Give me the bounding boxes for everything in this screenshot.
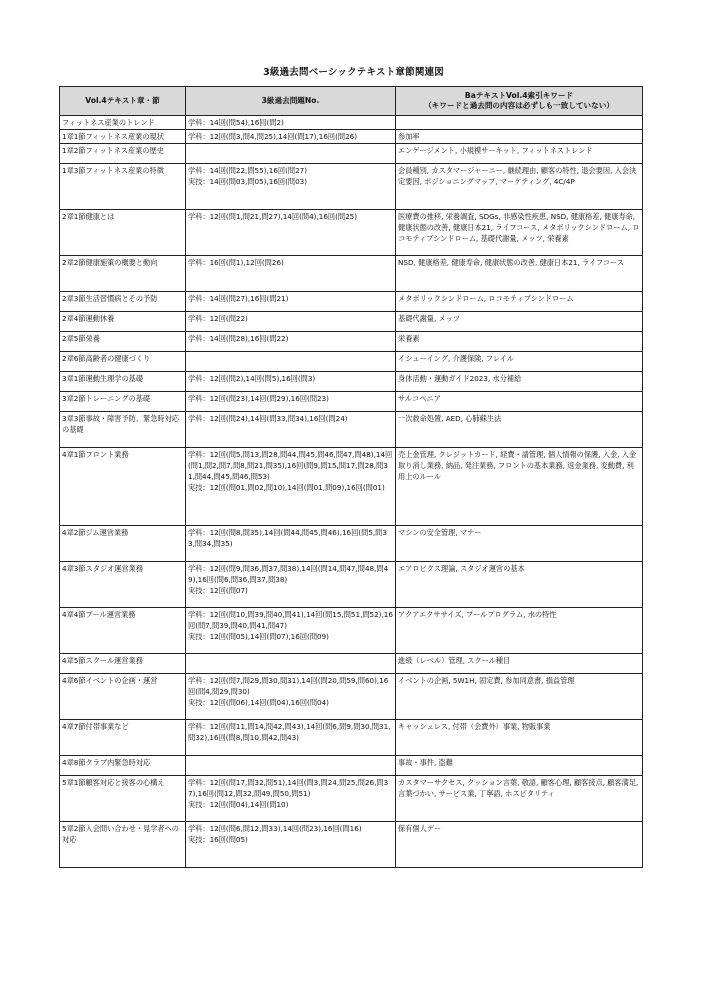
exam-line: 学科：16回(問1),12回(問26) xyxy=(188,258,284,267)
table-row xyxy=(60,756,643,776)
table-row xyxy=(60,776,643,822)
relation-table xyxy=(59,86,643,868)
exam-cell xyxy=(186,256,396,292)
exam-cell xyxy=(186,332,396,352)
section-cell: 1章3節フィットネス産業の特徴 xyxy=(60,164,186,210)
table-row xyxy=(60,130,643,144)
exam-line: 実技：12回(問04),14回(問10) xyxy=(188,800,289,809)
keywords-cell: マシンの安全管理, マナー xyxy=(396,526,643,562)
exam-cell xyxy=(186,292,396,312)
section-cell: 5章1節顧客対応と接客の心構え xyxy=(60,776,186,822)
section-cell: 4章1節フロント業務 xyxy=(60,448,186,526)
table-row xyxy=(60,292,643,312)
keywords-cell: キャッシュレス, 付帯（会費外）事業, 物販事業 xyxy=(396,720,643,756)
table-row xyxy=(60,312,643,332)
exam-line: 学科：12回(問24),14回(問33,問34),16回(問24) xyxy=(188,414,348,423)
exam-line: 実技：12回(問01,問02,問10),14回(問01,問09),16回(問01) xyxy=(188,483,385,492)
exam-line: 学科：14回(問22,問55),16回(問27) xyxy=(188,166,308,175)
keywords-cell: メタボリックシンドローム, ロコモティブシンドローム xyxy=(396,292,643,312)
exam-cell xyxy=(186,756,396,776)
keywords-cell: 会員種別, カスタマージャーニー, 継続理由, 顧客の特性, 退会要因, 入会決定要因, ポジショニングマップ, マーケティング, 4C/4P xyxy=(396,164,643,210)
exam-cell xyxy=(186,654,396,674)
table-row xyxy=(60,164,643,210)
keywords-cell: 基礎代謝量, メッツ xyxy=(396,312,643,332)
table-row xyxy=(60,256,643,292)
section-cell: 5章2節入会問い合わせ・見学者への対応 xyxy=(60,822,186,868)
exam-cell xyxy=(186,312,396,332)
exam-cell xyxy=(186,144,396,164)
section-cell: 2章2節健康施策の概要と動向 xyxy=(60,256,186,292)
exam-cell xyxy=(186,392,396,412)
section-cell: 3章3節事故・障害予防、緊急時対応の基礎 xyxy=(60,412,186,448)
keywords-cell: NSD, 健康格差, 健康寿命, 健康状態の改善, 健康日本21, ライフコース xyxy=(396,256,643,292)
keywords-cell: 進級（レベル）管理, スクール種目 xyxy=(396,654,643,674)
keywords-cell: アクアエクササイズ, プールプログラム, 水の特性 xyxy=(396,608,643,654)
table-row xyxy=(60,144,643,164)
exam-line: 学科：12回(問7,問29,問30,問31),14回(問20,問59,問60),16回(問4,問29,問30) xyxy=(188,676,389,696)
exam-cell xyxy=(186,352,396,372)
keywords-cell: 参加率 xyxy=(396,130,643,144)
exam-cell xyxy=(186,448,396,526)
exam-line: 学科：12回(問3,問4,問25),14回(問17),16回(問26) xyxy=(188,132,358,141)
section-cell: 2章1節健康とは xyxy=(60,210,186,256)
exam-cell xyxy=(186,412,396,448)
section-cell: フィットネス産業のトレンド xyxy=(60,116,186,130)
table-row xyxy=(60,674,643,720)
exam-cell xyxy=(186,164,396,210)
section-cell: 4章8節クラブ内緊急時対応 xyxy=(60,756,186,776)
exam-line: 学科：12回(問22) xyxy=(188,314,248,323)
exam-cell xyxy=(186,116,396,130)
exam-line: 学科：14回(問28),16回(問22) xyxy=(188,334,289,343)
section-cell: 4章2節ジム運営業務 xyxy=(60,526,186,562)
section-cell: 2章3節生活習慣病とその予防 xyxy=(60,292,186,312)
exam-line: 学科：12回(問1,問21,問27),14回(問4),16回(問25) xyxy=(188,212,358,221)
exam-line: 学科：12回(問5,問13,問28,問44,問45,問46,問47,問48),14回(問1,問2,問7,問8,問21,問35),16回(問9,問15,問17,問28,問31,問44,問45,問46,問53) xyxy=(188,450,393,481)
header-keywords-line1: BaテキストVol.4索引キワード xyxy=(464,91,574,100)
keywords-cell: 保有個人デー xyxy=(396,822,643,868)
section-cell: 4章6節イベントの企画・運営 xyxy=(60,674,186,720)
header-exam: 3級過去問題No. xyxy=(186,87,396,116)
exam-cell xyxy=(186,776,396,822)
keywords-cell: 事故・事件, 盗難 xyxy=(396,756,643,776)
section-cell: 4章3節スタジオ運営業務 xyxy=(60,562,186,608)
section-cell: 3章1節運動生理学の基礎 xyxy=(60,372,186,392)
section-cell: 2章4節運動休養 xyxy=(60,312,186,332)
exam-line: 学科：12回(問23),14回(問29),16回(問23) xyxy=(188,394,329,403)
keywords-cell: エアロビクス理論, スタジオ運営の基本 xyxy=(396,562,643,608)
exam-cell xyxy=(186,526,396,562)
keywords-cell: 一次救命処置, AED, 心肺蘇生法 xyxy=(396,412,643,448)
exam-cell xyxy=(186,608,396,654)
table-row xyxy=(60,526,643,562)
exam-line: 学科：12回(問11,問14,問42,問43),14回(問6,問9,問30,問31,問32),16回(問8,問10,問42,問43) xyxy=(188,722,391,742)
table-row xyxy=(60,332,643,352)
exam-cell xyxy=(186,130,396,144)
table-row xyxy=(60,608,643,654)
exam-cell xyxy=(186,372,396,392)
exam-line: 実技：14回(問03,問05),16回(問03) xyxy=(188,177,308,186)
section-cell: 3章2節トレーニングの基礎 xyxy=(60,392,186,412)
keywords-cell: カスタマーサクセス, クッション言葉, 敬語, 顧客心理, 顧客接点, 顧客満足, 言葉づかい, サービス業, 丁寧語, ホスピタリティ xyxy=(396,776,643,822)
table-row xyxy=(60,562,643,608)
keywords-cell: サルコペニア xyxy=(396,392,643,412)
table-row xyxy=(60,352,643,372)
keywords-cell xyxy=(396,116,643,130)
header-keywords xyxy=(396,87,643,116)
exam-line: 学科：12回(問17,問32,問51),14回(問3,問24,問25,問26,問37),16回(問12,問32,問49,問50,問51) xyxy=(188,778,389,798)
keywords-cell: イベントの企画, 5W1H, 固定費, 参加同意書, 損益管理 xyxy=(396,674,643,720)
section-cell: 2章6節高齢者の健康づくり xyxy=(60,352,186,372)
exam-line: 学科：14回(問54),16回(問2) xyxy=(188,118,284,127)
section-cell: 4章4節プール運営業務 xyxy=(60,608,186,654)
section-cell: 1章1節フィットネス産業の現状 xyxy=(60,130,186,144)
table-row xyxy=(60,210,643,256)
section-cell: 4章7節付帯事業など xyxy=(60,720,186,756)
exam-line: 実技：12回(問05),14回(問07),16回(問09) xyxy=(188,632,329,641)
exam-line: 学科：12回(問9,問36,問37,問38),14回(問14,問47,問48,問49),16回(問6,問36,問37,問38) xyxy=(188,564,389,584)
exam-line: 学科：12回(問6,問12,問33),14回(問23),16回(問16) xyxy=(188,824,362,833)
exam-cell xyxy=(186,822,396,868)
exam-cell xyxy=(186,720,396,756)
table-header-row xyxy=(60,87,643,116)
table-row xyxy=(60,720,643,756)
keywords-cell: 医療費の推移, 栄養調査, SDGs, 非感染性疾患, NSD, 健康格差, 健康寿命, 健康状態の改善, 健康日本21, ライフコース, メタボリックシンドローム, ロコモティブシンドローム, 基礎代謝量, メッツ, 栄養素 xyxy=(396,210,643,256)
section-cell: 4章5節スクール運営業務 xyxy=(60,654,186,674)
page-title: 3級過去問ベーシックテキスト章節関連図 xyxy=(263,67,444,78)
table-row xyxy=(60,654,643,674)
header-section: Vol.4テキスト章・節 xyxy=(60,87,186,116)
exam-line: 学科：14回(問27),16回(問21) xyxy=(188,294,289,303)
exam-line: 実技：12回(問07) xyxy=(188,586,248,595)
exam-cell xyxy=(186,674,396,720)
exam-line: 学科：12回(問2),14回(問5),16回(問3) xyxy=(188,374,316,383)
table-row xyxy=(60,448,643,526)
keywords-cell: イシューイング, 介護保険, フレイル xyxy=(396,352,643,372)
table-row xyxy=(60,372,643,392)
exam-line: 学科：12回(問8,問35),14回(問44,問45,問46),16回(問5,問33,問34,問35) xyxy=(188,528,387,548)
exam-cell xyxy=(186,210,396,256)
exam-line: 実技：12回(問06),14回(問04),16回(問04) xyxy=(188,698,329,707)
table-row xyxy=(60,822,643,868)
keywords-cell: 栄養素 xyxy=(396,332,643,352)
exam-line: 実技：16回(問05) xyxy=(188,835,248,844)
header-keywords-line2: （キワードと過去問の内容は必ずしも一致していない） xyxy=(424,101,614,110)
exam-line: 学科：12回(問10,問39,問40,問41),14回(問15,問51,問52),16回(問7,問39,問40,問41,問47) xyxy=(188,610,393,630)
keywords-cell: 売上金管理, クレジットカード, 経費・請管理, 個人情報の保護, 入金, 入金取り消し業務, 納品, 発注業務, フロントの基本業務, 返金業務, 変動費, 利用上のルール xyxy=(396,448,643,526)
keywords-cell: 身体活動・運動ガイド2023, 水分補給 xyxy=(396,372,643,392)
table-row xyxy=(60,116,643,130)
table-row xyxy=(60,392,643,412)
section-cell: 2章5節栄養 xyxy=(60,332,186,352)
keywords-cell: エンゲージメント, 小規模サーキット, フィットネストレンド xyxy=(396,144,643,164)
section-cell: 1章2節フィットネス産業の歴史 xyxy=(60,144,186,164)
exam-cell xyxy=(186,562,396,608)
table-row xyxy=(60,412,643,448)
